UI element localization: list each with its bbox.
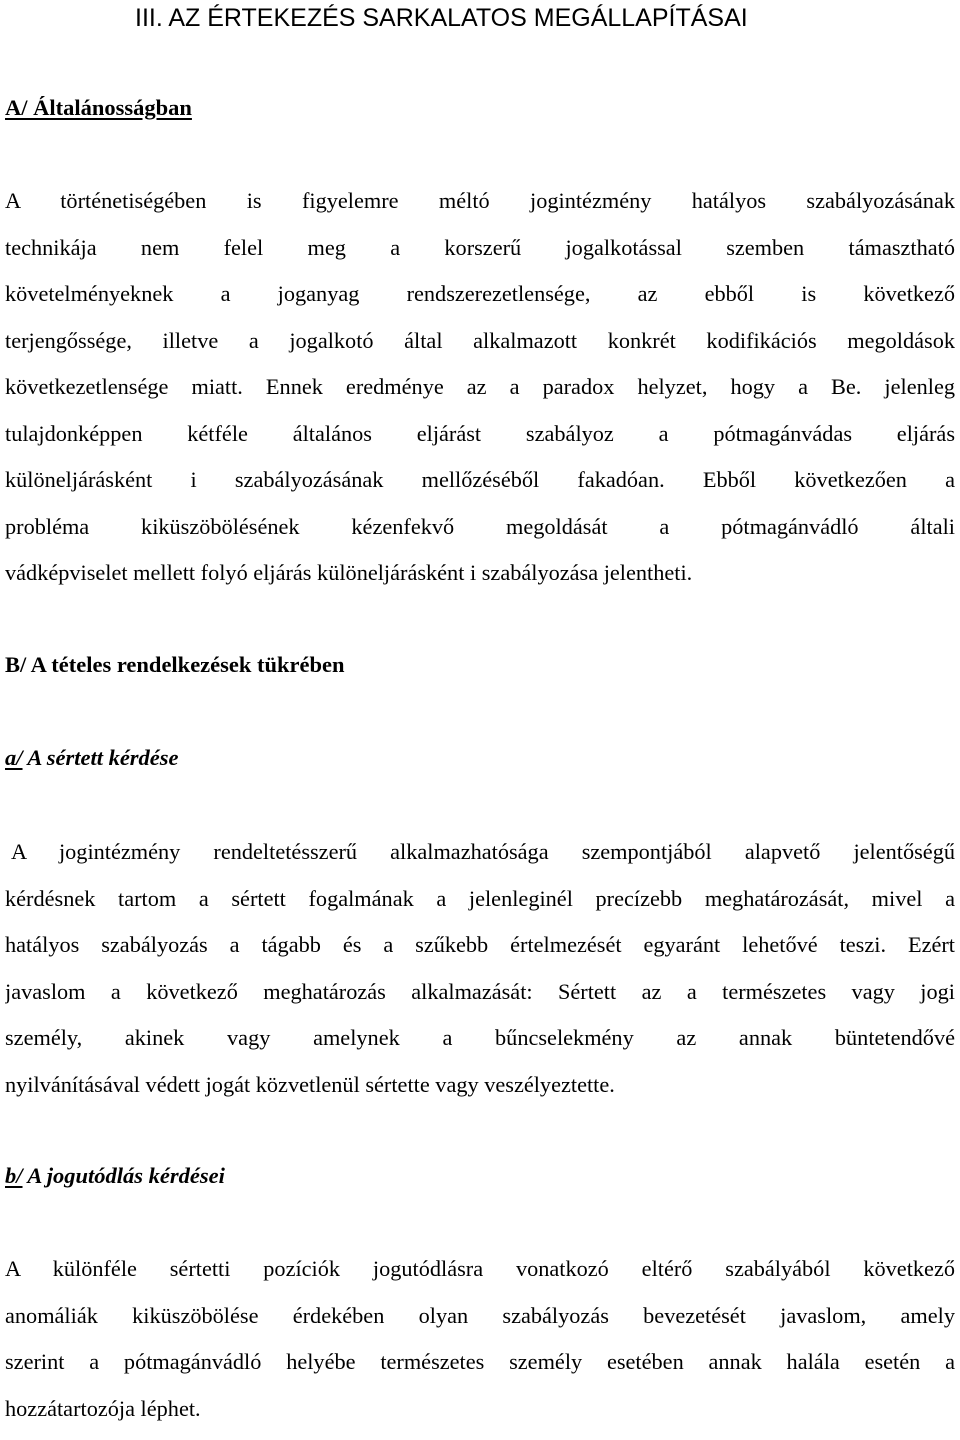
paragraph-line: terjengőssége, illetve a jogalkotó által alkalmazott konkrét kodifikációs megoldások: [5, 326, 955, 373]
paragraph-line: tulajdonképpen kétféle általános eljárást szabályoz a pótmagánvádas eljárás: [5, 419, 955, 466]
section-a-paragraph: [5, 186, 955, 605]
subsection-b-heading: [5, 1161, 225, 1191]
section-b-heading: B/ A tételes rendelkezések tükrében: [5, 650, 345, 680]
section-a-heading: A/ Általánosságban: [5, 93, 192, 123]
paragraph-line: A történetiségében is figyelemre méltó jogintézmény hatályos szabályozásának: [5, 186, 955, 233]
subsection-b-prefix: b/: [5, 1163, 23, 1188]
paragraph-line: A különféle sértetti pozíciók jogutódlásra vonatkozó eltérő szabályából következő: [5, 1254, 955, 1301]
paragraph-line: technikája nem felel meg a korszerű jogalkotással szemben támasztható: [5, 233, 955, 280]
paragraph-line: hozzátartozója léphet.: [5, 1394, 955, 1440]
paragraph-line: követelményeknek a joganyag rendszerezetlensége, az ebből is következő: [5, 279, 955, 326]
subsection-a-title: A sértett kérdése: [27, 745, 178, 770]
subsection-a-heading: [5, 743, 179, 773]
paragraph-line: probléma kiküszöbölésének kézenfekvő megoldását a pótmagánvádló általi: [5, 512, 955, 559]
paragraph-line: vádképviselet mellett folyó eljárás különeljárásként i szabályozása jelentheti.: [5, 558, 955, 605]
subsection-a-prefix: a/: [5, 745, 23, 770]
subsection-b-paragraph: [5, 1254, 955, 1440]
paragraph-line: szerint a pótmagánvádló helyébe természetes személy esetében annak halála esetén a: [5, 1347, 955, 1394]
page-title: III. AZ ÉRTEKEZÉS SARKALATOS MEGÁLLAPÍTÁSAI: [135, 0, 748, 36]
paragraph-line: személy, akinek vagy amelynek a bűncselekmény az annak büntetendővé: [5, 1023, 955, 1070]
paragraph-line: A jogintézmény rendeltetésszerű alkalmazhatósága szempontjából alapvető jelentőségű: [5, 837, 955, 884]
paragraph-line: javaslom a következő meghatározás alkalmazását: Sértett az a természetes vagy jogi: [5, 977, 955, 1024]
paragraph-line: következetlensége miatt. Ennek eredménye az a paradox helyzet, hogy a Be. jelenleg: [5, 372, 955, 419]
paragraph-line: nyilvánításával védett jogát közvetlenül sértette vagy veszélyeztette.: [5, 1070, 955, 1117]
subsection-b-title: A jogutódlás kérdései: [27, 1163, 225, 1188]
paragraph-line: különeljárásként i szabályozásának mellőzéséből fakadóan. Ebből következően a: [5, 465, 955, 512]
paragraph-line: hatályos szabályozás a tágabb és a szűkebb értelmezését egyaránt lehetővé teszi. Ezért: [5, 930, 955, 977]
subsection-a-paragraph: [5, 837, 955, 1116]
paragraph-line: anomáliák kiküszöbölése érdekében olyan szabályozás bevezetését javaslom, amely: [5, 1301, 955, 1348]
paragraph-line: kérdésnek tartom a sértett fogalmának a jelenleginél precízebb meghatározását, mivel a: [5, 884, 955, 931]
